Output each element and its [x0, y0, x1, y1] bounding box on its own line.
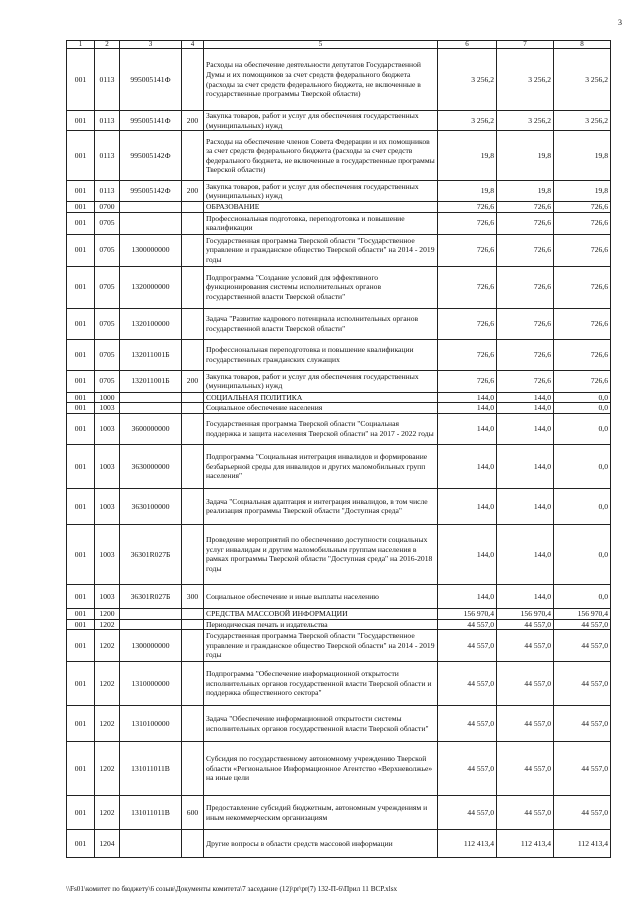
subsection-code-cell: 1204	[95, 830, 120, 858]
description-cell: Подпрограмма "Создание условий для эффективного функционирования системы исполнительных органов государственной власти Тверской области"	[204, 266, 438, 308]
amount-cell: 19,8	[497, 181, 554, 202]
description-cell: Субсидия по государственному автономному учреждению Тверской области «Региональное Информационное Агентство «Верхневолжье» на иные цели	[204, 742, 438, 796]
description-cell: СОЦИАЛЬНАЯ ПОЛИТИКА	[204, 392, 438, 403]
table-row	[67, 370, 611, 392]
subsection-code-cell: 1202	[95, 796, 120, 830]
col-header: 2	[95, 41, 120, 49]
table-row	[67, 444, 611, 488]
amount-cell: 144,0	[497, 444, 554, 488]
table-row	[67, 830, 611, 858]
amount-cell: 144,0	[497, 524, 554, 584]
expense-type-cell: 200	[182, 181, 204, 202]
amount-cell: 144,0	[497, 403, 554, 414]
amount-cell: 726,6	[497, 339, 554, 370]
amount-cell: 156 970,4	[497, 608, 554, 619]
target-article-cell	[120, 202, 182, 213]
footer-file-path: \\Fs01\комитет по бюджету\6 созыв\Документы комитета\7 заседание (12)\pr\pr(7) 132-П-6\Прил 11 ВСР.xlsx	[66, 885, 398, 893]
target-article-cell: 3630000000	[120, 444, 182, 488]
expense-type-cell	[182, 49, 204, 111]
expense-type-cell	[182, 830, 204, 858]
amount-cell: 44 557,0	[497, 796, 554, 830]
amount-cell: 3 256,2	[554, 49, 611, 111]
amount-cell: 44 557,0	[438, 662, 497, 706]
table-row	[67, 662, 611, 706]
section-code-cell: 001	[67, 662, 95, 706]
subsection-code-cell: 0705	[95, 339, 120, 370]
subsection-code-cell: 0113	[95, 111, 120, 131]
target-article-cell: 995005142Ф	[120, 181, 182, 202]
amount-cell: 19,8	[438, 181, 497, 202]
amount-cell: 726,6	[497, 308, 554, 339]
subsection-code-cell: 0113	[95, 49, 120, 111]
amount-cell: 112 413,4	[438, 830, 497, 858]
subsection-code-cell: 1003	[95, 584, 120, 608]
expense-type-cell: 200	[182, 111, 204, 131]
table-row	[67, 49, 611, 111]
description-cell: Предоставление субсидий бюджетным, автономным учреждениям и иным некоммерческим организациям	[204, 796, 438, 830]
section-code-cell: 001	[67, 266, 95, 308]
description-cell: Задача "Социальная адаптация и интеграция инвалидов, в том числе реализация программы Тверской области "Доступная среда"	[204, 488, 438, 524]
section-code-cell: 001	[67, 49, 95, 111]
target-article-cell	[120, 830, 182, 858]
target-article-cell: 995005142Ф	[120, 131, 182, 181]
amount-cell: 144,0	[438, 444, 497, 488]
expense-type-cell	[182, 662, 204, 706]
description-cell: СРЕДСТВА МАССОВОЙ ИНФОРМАЦИИ	[204, 608, 438, 619]
amount-cell: 44 557,0	[554, 619, 611, 630]
col-header: 6	[438, 41, 497, 49]
amount-cell: 44 557,0	[438, 706, 497, 742]
target-article-cell: 1310000000	[120, 662, 182, 706]
target-article-cell	[120, 608, 182, 619]
description-cell: Закупка товаров, работ и услуг для обеспечения государственных (муниципальных) нужд	[204, 370, 438, 392]
target-article-cell: 132011001Б	[120, 370, 182, 392]
description-cell: Государственная программа Тверской области "Государственное управление и гражданское общество Тверской области" на 2014 - 2019 годы	[204, 234, 438, 266]
target-article-cell: 995005141Ф	[120, 49, 182, 111]
amount-cell: 726,6	[497, 234, 554, 266]
amount-cell: 44 557,0	[438, 742, 497, 796]
col-header: 1	[67, 41, 95, 49]
description-cell: Подпрограмма "Социальная интеграция инвалидов и формирование безбарьерной среды для инвалидов и других маломобильных групп населения"	[204, 444, 438, 488]
target-article-cell: 3630100000	[120, 488, 182, 524]
amount-cell: 112 413,4	[554, 830, 611, 858]
amount-cell: 156 970,4	[438, 608, 497, 619]
table-row	[67, 584, 611, 608]
table-row	[67, 212, 611, 234]
expense-type-cell	[182, 131, 204, 181]
subsection-code-cell: 1003	[95, 403, 120, 414]
subsection-code-cell: 0705	[95, 370, 120, 392]
table-row	[67, 619, 611, 630]
amount-cell: 19,8	[554, 181, 611, 202]
subsection-code-cell: 1003	[95, 413, 120, 444]
amount-cell: 44 557,0	[438, 619, 497, 630]
subsection-code-cell: 1003	[95, 444, 120, 488]
expense-type-cell	[182, 202, 204, 213]
table-row	[67, 706, 611, 742]
target-article-cell	[120, 403, 182, 414]
col-header: 3	[120, 41, 182, 49]
subsection-code-cell: 1003	[95, 488, 120, 524]
target-article-cell: 1300000000	[120, 630, 182, 662]
amount-cell: 726,6	[438, 212, 497, 234]
section-code-cell: 001	[67, 524, 95, 584]
amount-cell: 44 557,0	[497, 619, 554, 630]
expense-type-cell	[182, 212, 204, 234]
section-code-cell: 001	[67, 308, 95, 339]
expense-type-cell	[182, 444, 204, 488]
expense-type-cell	[182, 339, 204, 370]
section-code-cell: 001	[67, 706, 95, 742]
amount-cell: 726,6	[438, 266, 497, 308]
amount-cell: 112 413,4	[497, 830, 554, 858]
col-header: 4	[182, 41, 204, 49]
expense-type-cell	[182, 266, 204, 308]
amount-cell: 726,6	[438, 202, 497, 213]
amount-cell: 44 557,0	[497, 662, 554, 706]
section-code-cell: 001	[67, 131, 95, 181]
subsection-code-cell: 0113	[95, 181, 120, 202]
description-cell: Расходы на обеспечение членов Совета Федерации и их помощников за счет средств федерального бюджета (расходы за счет средств федерального бюджета, не включенные в государственные программы Тверской области)	[204, 131, 438, 181]
subsection-code-cell: 1202	[95, 742, 120, 796]
subsection-code-cell: 0113	[95, 131, 120, 181]
table-row	[67, 403, 611, 414]
table-row	[67, 608, 611, 619]
target-article-cell: 131011011В	[120, 742, 182, 796]
amount-cell: 44 557,0	[438, 630, 497, 662]
section-code-cell: 001	[67, 830, 95, 858]
amount-cell: 3 256,2	[438, 111, 497, 131]
table-row	[67, 339, 611, 370]
amount-cell: 726,6	[554, 266, 611, 308]
table-row	[67, 392, 611, 403]
section-code-cell: 001	[67, 339, 95, 370]
description-cell: Подпрограмма "Обеспечение информационной открытости исполнительных органов государственной власти Тверской области и поддержка общественного сектора"	[204, 662, 438, 706]
section-code-cell: 001	[67, 370, 95, 392]
table-row	[67, 111, 611, 131]
description-cell: Социальное обеспечение и иные выплаты населению	[204, 584, 438, 608]
description-cell: Проведение мероприятий по обеспечению доступности социальных услуг инвалидам и другим маломобильным группам населения в рамках программы Тверской области "Доступная среда" на 2016-2018 годы	[204, 524, 438, 584]
section-code-cell: 001	[67, 212, 95, 234]
expense-type-cell	[182, 392, 204, 403]
subsection-code-cell: 0705	[95, 308, 120, 339]
target-article-cell: 1300000000	[120, 234, 182, 266]
table-row	[67, 488, 611, 524]
subsection-code-cell: 1202	[95, 630, 120, 662]
amount-cell: 156 970,4	[554, 608, 611, 619]
description-cell: Периодическая печать и издательства	[204, 619, 438, 630]
table-row	[67, 524, 611, 584]
amount-cell: 0,0	[554, 392, 611, 403]
page-number: 3	[618, 18, 622, 27]
expense-type-cell	[182, 488, 204, 524]
description-cell: Профессиональная переподготовка и повышение квалификации государственных гражданских служащих	[204, 339, 438, 370]
description-cell: ОБРАЗОВАНИЕ	[204, 202, 438, 213]
amount-cell: 726,6	[497, 202, 554, 213]
description-cell: Закупка товаров, работ и услуг для обеспечения государственных (муниципальных) нужд	[204, 181, 438, 202]
amount-cell: 19,8	[554, 131, 611, 181]
amount-cell: 44 557,0	[497, 706, 554, 742]
amount-cell: 0,0	[554, 413, 611, 444]
section-code-cell: 001	[67, 796, 95, 830]
amount-cell: 44 557,0	[554, 796, 611, 830]
section-code-cell: 001	[67, 608, 95, 619]
amount-cell: 726,6	[497, 266, 554, 308]
expense-type-cell	[182, 234, 204, 266]
subsection-code-cell: 0705	[95, 212, 120, 234]
header-row	[67, 41, 611, 49]
target-article-cell: 36301R027Б	[120, 524, 182, 584]
description-cell: Социальное обеспечение населения	[204, 403, 438, 414]
target-article-cell: 132011001Б	[120, 339, 182, 370]
section-code-cell: 001	[67, 488, 95, 524]
subsection-code-cell: 0700	[95, 202, 120, 213]
target-article-cell: 36301R027Б	[120, 584, 182, 608]
description-cell: Профессиональная подготовка, переподготовка и повышение квалификации	[204, 212, 438, 234]
amount-cell: 44 557,0	[438, 796, 497, 830]
table-row	[67, 742, 611, 796]
amount-cell: 726,6	[438, 370, 497, 392]
section-code-cell: 001	[67, 742, 95, 796]
section-code-cell: 001	[67, 111, 95, 131]
amount-cell: 0,0	[554, 524, 611, 584]
table-row	[67, 630, 611, 662]
amount-cell: 726,6	[438, 308, 497, 339]
amount-cell: 44 557,0	[497, 630, 554, 662]
col-header: 5	[204, 41, 438, 49]
description-cell: Государственная программа Тверской области "Государственное управление и гражданское общество Тверской области" на 2014 - 2019 годы	[204, 630, 438, 662]
table-row	[67, 266, 611, 308]
amount-cell: 44 557,0	[554, 662, 611, 706]
section-code-cell: 001	[67, 413, 95, 444]
amount-cell: 44 557,0	[554, 742, 611, 796]
col-header: 7	[497, 41, 554, 49]
table-row	[67, 308, 611, 339]
expense-type-cell	[182, 608, 204, 619]
description-cell: Задача "Развитие кадрового потенциала исполнительных органов государственной власти Тверской области"	[204, 308, 438, 339]
amount-cell: 144,0	[497, 584, 554, 608]
description-cell: Государственная программа Тверской области "Социальная поддержка и защита населения Тверской области" на 2017 - 2022 годы	[204, 413, 438, 444]
amount-cell: 3 256,2	[497, 111, 554, 131]
budget-table	[66, 40, 611, 858]
expense-type-cell	[182, 630, 204, 662]
subsection-code-cell: 0705	[95, 234, 120, 266]
amount-cell: 726,6	[497, 212, 554, 234]
description-cell: Задача "Обеспечение информационной открытости системы исполнительных органов государственной власти Тверской области"	[204, 706, 438, 742]
amount-cell: 144,0	[497, 413, 554, 444]
target-article-cell: 1320100000	[120, 308, 182, 339]
amount-cell: 3 256,2	[497, 49, 554, 111]
subsection-code-cell: 1202	[95, 706, 120, 742]
section-code-cell: 001	[67, 584, 95, 608]
expense-type-cell	[182, 706, 204, 742]
col-header: 8	[554, 41, 611, 49]
amount-cell: 44 557,0	[554, 706, 611, 742]
description-cell: Закупка товаров, работ и услуг для обеспечения государственных (муниципальных) нужд	[204, 111, 438, 131]
amount-cell: 0,0	[554, 444, 611, 488]
table-row	[67, 796, 611, 830]
amount-cell: 19,8	[438, 131, 497, 181]
section-code-cell: 001	[67, 181, 95, 202]
amount-cell: 44 557,0	[497, 742, 554, 796]
amount-cell: 144,0	[438, 524, 497, 584]
table-row	[67, 234, 611, 266]
table-row	[67, 131, 611, 181]
table-row	[67, 202, 611, 213]
amount-cell: 144,0	[497, 488, 554, 524]
target-article-cell	[120, 212, 182, 234]
subsection-code-cell: 0705	[95, 266, 120, 308]
amount-cell: 144,0	[438, 392, 497, 403]
expense-type-cell	[182, 524, 204, 584]
amount-cell: 726,6	[438, 339, 497, 370]
amount-cell: 726,6	[554, 339, 611, 370]
expense-type-cell	[182, 413, 204, 444]
amount-cell: 3 256,2	[554, 111, 611, 131]
section-code-cell: 001	[67, 392, 95, 403]
subsection-code-cell: 1202	[95, 619, 120, 630]
amount-cell: 726,6	[554, 308, 611, 339]
amount-cell: 0,0	[554, 584, 611, 608]
expense-type-cell: 200	[182, 370, 204, 392]
subsection-code-cell: 1200	[95, 608, 120, 619]
table-row	[67, 413, 611, 444]
description-cell: Расходы на обеспечение деятельности депутатов Государственной Думы и их помощников за счет средств федерального бюджета (расходы за счет средств федерального бюджета, не включенные в государственные программы Тверской области)	[204, 49, 438, 111]
amount-cell: 144,0	[497, 392, 554, 403]
amount-cell: 726,6	[554, 202, 611, 213]
amount-cell: 0,0	[554, 403, 611, 414]
expense-type-cell	[182, 308, 204, 339]
expense-type-cell	[182, 403, 204, 414]
section-code-cell: 001	[67, 619, 95, 630]
amount-cell: 3 256,2	[438, 49, 497, 111]
amount-cell: 144,0	[438, 413, 497, 444]
amount-cell: 44 557,0	[554, 630, 611, 662]
target-article-cell	[120, 619, 182, 630]
target-article-cell: 131011011В	[120, 796, 182, 830]
amount-cell: 726,6	[497, 370, 554, 392]
target-article-cell: 1320000000	[120, 266, 182, 308]
target-article-cell	[120, 392, 182, 403]
section-code-cell: 001	[67, 403, 95, 414]
amount-cell: 144,0	[438, 403, 497, 414]
section-code-cell: 001	[67, 630, 95, 662]
subsection-code-cell: 1000	[95, 392, 120, 403]
expense-type-cell	[182, 742, 204, 796]
amount-cell: 726,6	[554, 370, 611, 392]
subsection-code-cell: 1202	[95, 662, 120, 706]
target-article-cell: 995005141Ф	[120, 111, 182, 131]
expense-type-cell: 600	[182, 796, 204, 830]
target-article-cell: 1310100000	[120, 706, 182, 742]
amount-cell: 19,8	[497, 131, 554, 181]
target-article-cell: 3600000000	[120, 413, 182, 444]
expense-type-cell: 300	[182, 584, 204, 608]
amount-cell: 0,0	[554, 488, 611, 524]
amount-cell: 726,6	[554, 212, 611, 234]
amount-cell: 726,6	[438, 234, 497, 266]
table-row	[67, 181, 611, 202]
subsection-code-cell: 1003	[95, 524, 120, 584]
section-code-cell: 001	[67, 202, 95, 213]
amount-cell: 144,0	[438, 488, 497, 524]
amount-cell: 144,0	[438, 584, 497, 608]
description-cell: Другие вопросы в области средств массовой информации	[204, 830, 438, 858]
section-code-cell: 001	[67, 444, 95, 488]
amount-cell: 726,6	[554, 234, 611, 266]
expense-type-cell	[182, 619, 204, 630]
section-code-cell: 001	[67, 234, 95, 266]
